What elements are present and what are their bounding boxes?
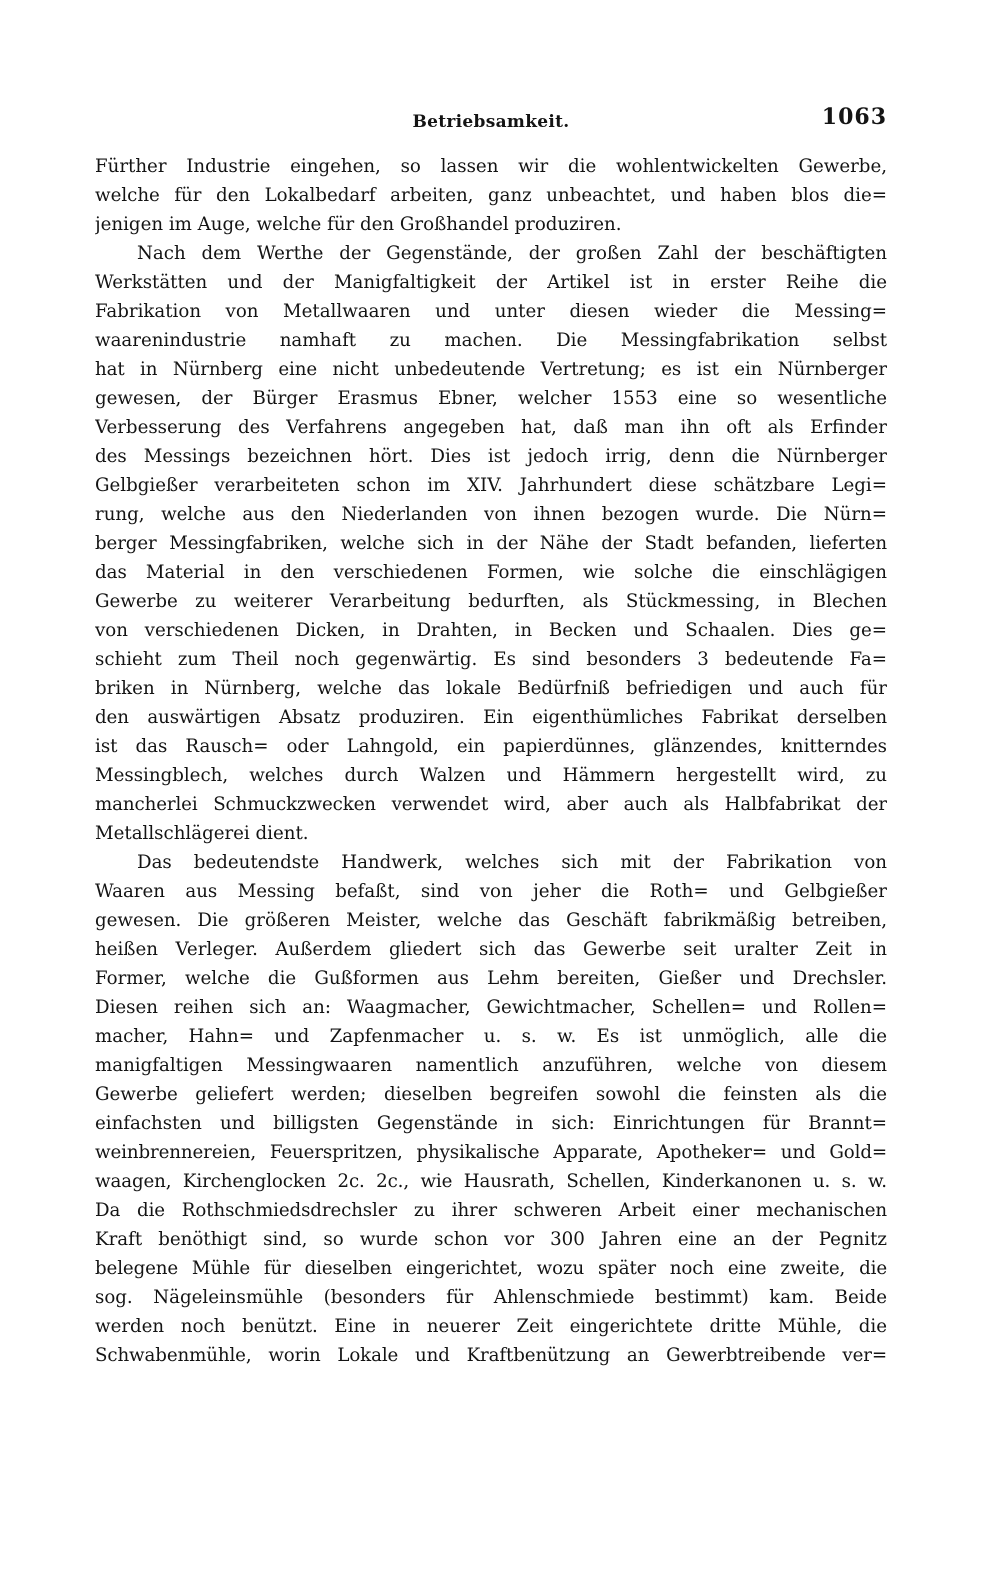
text-line: Gewerbe zu weiterer Verarbeitung bedurften, als Stückmessing, in Blechen [95,591,887,612]
text-line: Fabrikation von Metallwaaren und unter diesen wieder die Messing= [95,301,887,322]
text-line: das Material in den verschiedenen Formen, wie solche die einschlägigen [95,562,887,583]
text-line: briken in Nürnberg, welche das lokale Bedürfniß befriedigen und auch für [95,678,887,699]
text-line: Former, welche die Gußformen aus Lehm bereiten, Gießer und Drechsler. [95,968,887,989]
text-line: den auswärtigen Absatz produziren. Ein eigenthümliches Fabrikat derselben [95,707,887,728]
text-line: hat in Nürnberg eine nicht unbedeutende Vertretung; es ist ein Nürnberger [95,359,887,380]
text-line: gewesen. Die größeren Meister, welche das Geschäft fabrikmäßig betreiben, [95,910,887,931]
running-title: Betriebsamkeit. [412,112,570,132]
text-line: macher, Hahn= und Zapfenmacher u. s. w. Es ist unmöglich, alle die [95,1026,887,1047]
text-line: waarenindustrie namhaft zu machen. Die Messingfabrikation selbst [95,330,887,351]
page-number: 1063 [821,104,887,130]
text-line: welche für den Lokalbedarf arbeiten, ganz unbeachtet, und haben blos die= [95,185,887,206]
text-line: ist das Rausch= oder Lahngold, ein papierdünnes, glänzendes, knitterndes [95,736,887,757]
text-line: sog. Nägeleinsmühle (besonders für Ahlenschmiede bestimmt) kam. Beide [95,1287,887,1308]
text-line: heißen Verleger. Außerdem gliedert sich das Gewerbe seit uralter Zeit in [95,939,887,960]
text-line: des Messings bezeichnen hört. Dies ist jedoch irrig, denn die Nürnberger [95,446,887,467]
text-line: werden noch benützt. Eine in neuerer Zeit eingerichtete dritte Mühle, die [95,1316,887,1337]
text-line: Messingblech, welches durch Walzen und Hämmern hergestellt wird, zu [95,765,887,786]
text-line: berger Messingfabriken, welche sich in der Nähe der Stadt befanden, lieferten [95,533,887,554]
text-line: schieht zum Theil noch gegenwärtig. Es sind besonders 3 bedeutende Fa= [95,649,887,670]
text-line: Da die Rothschmiedsdrechsler zu ihrer schweren Arbeit einer mechanischen [95,1200,887,1221]
text-line: weinbrennereien, Feuerspritzen, physikalische Apparate, Apotheker= und Gold= [95,1142,887,1163]
text-line: jenigen im Auge, welche für den Großhandel produziren. [95,214,622,235]
text-line: Gewerbe geliefert werden; dieselben begreifen sowohl die feinsten als die [95,1084,887,1105]
text-line: gewesen, der Bürger Erasmus Ebner, welcher 1553 eine so wesentliche [95,388,887,409]
text-line: Schwabenmühle, worin Lokale und Kraftbenützung an Gewerbtreibende ver= [95,1345,887,1366]
running-head [95,104,887,140]
text-line: rung, welche aus den Niederlanden von ihnen bezogen wurde. Die Nürn= [95,504,887,525]
body-text [95,152,887,1370]
text-line: belegene Mühle für dieselben eingerichtet, wozu später noch eine zweite, die [95,1258,887,1279]
paragraph-first-line: Nach dem Werthe der Gegenstände, der großen Zahl der beschäftigten [137,243,887,264]
text-line: Diesen reihen sich an: Waagmacher, Gewichtmacher, Schellen= und Rollen= [95,997,887,1018]
text-line: von verschiedenen Dicken, in Drahten, in Becken und Schaalen. Dies ge= [95,620,887,641]
text-line: Gelbgießer verarbeiteten schon im XIV. Jahrhundert diese schätzbare Legi= [95,475,887,496]
paragraph-first-line: Das bedeutendste Handwerk, welches sich mit der Fabrikation von [137,852,887,873]
text-line: Fürther Industrie eingehen, so lassen wir die wohlentwickelten Gewerbe, [95,156,887,177]
text-line: waagen, Kirchenglocken 2c. 2c., wie Hausrath, Schellen, Kinderkanonen u. s. w. [95,1171,887,1192]
text-line: Kraft benöthigt sind, so wurde schon vor 300 Jahren eine an der Pegnitz [95,1229,887,1250]
text-line: Verbesserung des Verfahrens angegeben hat, daß man ihn oft als Erfinder [95,417,887,438]
text-line: mancherlei Schmuckzwecken verwendet wird, aber auch als Halbfabrikat der [95,794,887,815]
text-line: Werkstätten und der Manigfaltigkeit der Artikel ist in erster Reihe die [95,272,887,293]
text-line: manigfaltigen Messingwaaren namentlich anzuführen, welche von diesem [95,1055,887,1076]
text-line: Metallschlägerei dient. [95,823,309,844]
text-line: Waaren aus Messing befaßt, sind von jeher die Roth= und Gelbgießer [95,881,887,902]
text-line: einfachsten und billigsten Gegenstände in sich: Einrichtungen für Brannt= [95,1113,887,1134]
